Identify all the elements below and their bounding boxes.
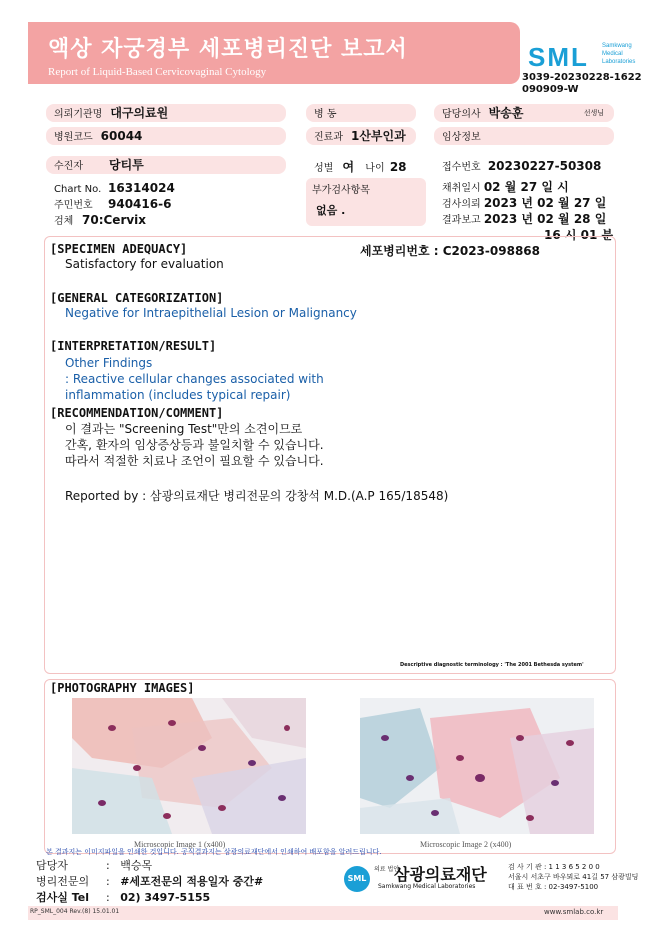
sml-circle-logo-icon: SML (344, 866, 370, 892)
microscopic-image-1 (72, 698, 306, 834)
microscopic-image-2 (360, 698, 594, 834)
form-code: RP_SML_004 Rev.(8) 15.01.01 (30, 908, 120, 915)
report-number: 3039-20230228-1622 090909-W (522, 72, 642, 95)
recommendation-heading: [RECOMMENDATION/COMMENT] (50, 406, 224, 420)
org-name: 삼광의료재단 (394, 865, 487, 884)
reported-by: Reported by : 삼광의료재단 병리전문의 강창석 M.D.(A.P 165/18548) (65, 489, 449, 503)
patient-field: 수진자 당티투 (46, 156, 286, 174)
receipt-field: 접수번호 20230227-50308 (442, 159, 602, 173)
adequacy-heading: [SPECIMEN ADEQUACY] (50, 242, 188, 256)
sex-age-field: 성별 여 나이 28 (314, 160, 407, 174)
report-subtitle: Report of Liquid-Based Cervicovaginal Cytology (48, 66, 267, 78)
doctor-field: 담당의사 박송훈 선생님 (434, 104, 614, 122)
dates-field: 채취일시 02 월 27 일 시 검사의뢰 2023 년 02 월 27 일 결과보고 2023 년 02 월 28 일 16 시 01 분 (442, 180, 614, 242)
patient-ids: Chart No. 16314024 주민번호 940416-6 검체 70:Cervix (54, 181, 175, 227)
adequacy-text: Satisfactory for evaluation (65, 257, 224, 271)
terminology-note: Descriptive diagnostic terminology : 'The 2001 Bethesda system' (400, 662, 584, 668)
print-notice: 본 결과지는 이미지파일을 인쇄한 것입니다. 공식결과지는 삼광의료재단에서 인쇄하여 배포함을 알려드립니다. (46, 848, 382, 856)
clinical-field: 임상정보 (434, 127, 614, 145)
image-1-caption: Microscopic Image 1 (x400) (134, 840, 226, 849)
general-text: Negative for Intraepithelial Lesion or Malignancy (65, 306, 357, 320)
org-info: 검 사 기 관 : 1 1 3 6 5 2 0 0 서울시 서초구 바우뫼로 41길 57 삼광빌딩 대 표 번 호 : 02-3497-5100 (508, 863, 639, 891)
dept-field: 진료과 1산부인과 (306, 127, 416, 145)
sml-logo: SML (528, 42, 589, 72)
report-title: 액상 자궁경부 세포병리진단 보고서 (48, 37, 408, 62)
recommendation-text: 이 결과는 "Screening Test"만의 소견이므로 간혹, 환자의 임상증상등과 불일치할 수 있습니다. 따라서 적절한 치료나 조언이 필요할 수 있습니다. (65, 422, 324, 468)
footer-contacts: 담당자 : 백승목 병리전문의 : #세포전문의 적용일자 중간# 검사실 Tel : 02) 3497-5155 (36, 859, 264, 904)
general-heading: [GENERAL CATEGORIZATION] (50, 291, 224, 305)
org-small: 의료 법인 (374, 866, 400, 873)
website-link[interactable]: www.smlab.co.kr (544, 908, 604, 916)
sml-logo-sub: Samkwang Medical Laboratories (602, 43, 636, 65)
photography-heading: [PHOTOGRAPHY IMAGES] (50, 681, 195, 695)
hospital-code-field: 병원코드 60044 (46, 127, 286, 145)
interpretation-heading: [INTERPRETATION/RESULT] (50, 339, 217, 353)
cytology-number: 세포병리번호 : C2023-098868 (360, 244, 540, 258)
report-title-banner (28, 22, 520, 84)
org-name-en: Samkwang Medical Laboratories (378, 883, 476, 890)
interpretation-text: Other Findings : Reactive cellular changes associated with inflammation (includes typical repair) (65, 356, 324, 402)
extra-tests-box: 부가검사항목 없음 . (306, 178, 426, 226)
image-2-caption: Microscopic Image 2 (x400) (420, 840, 512, 849)
ward-field: 병 동 (306, 104, 416, 122)
institution-field: 의뢰기관명 대구의료원 (46, 104, 286, 122)
